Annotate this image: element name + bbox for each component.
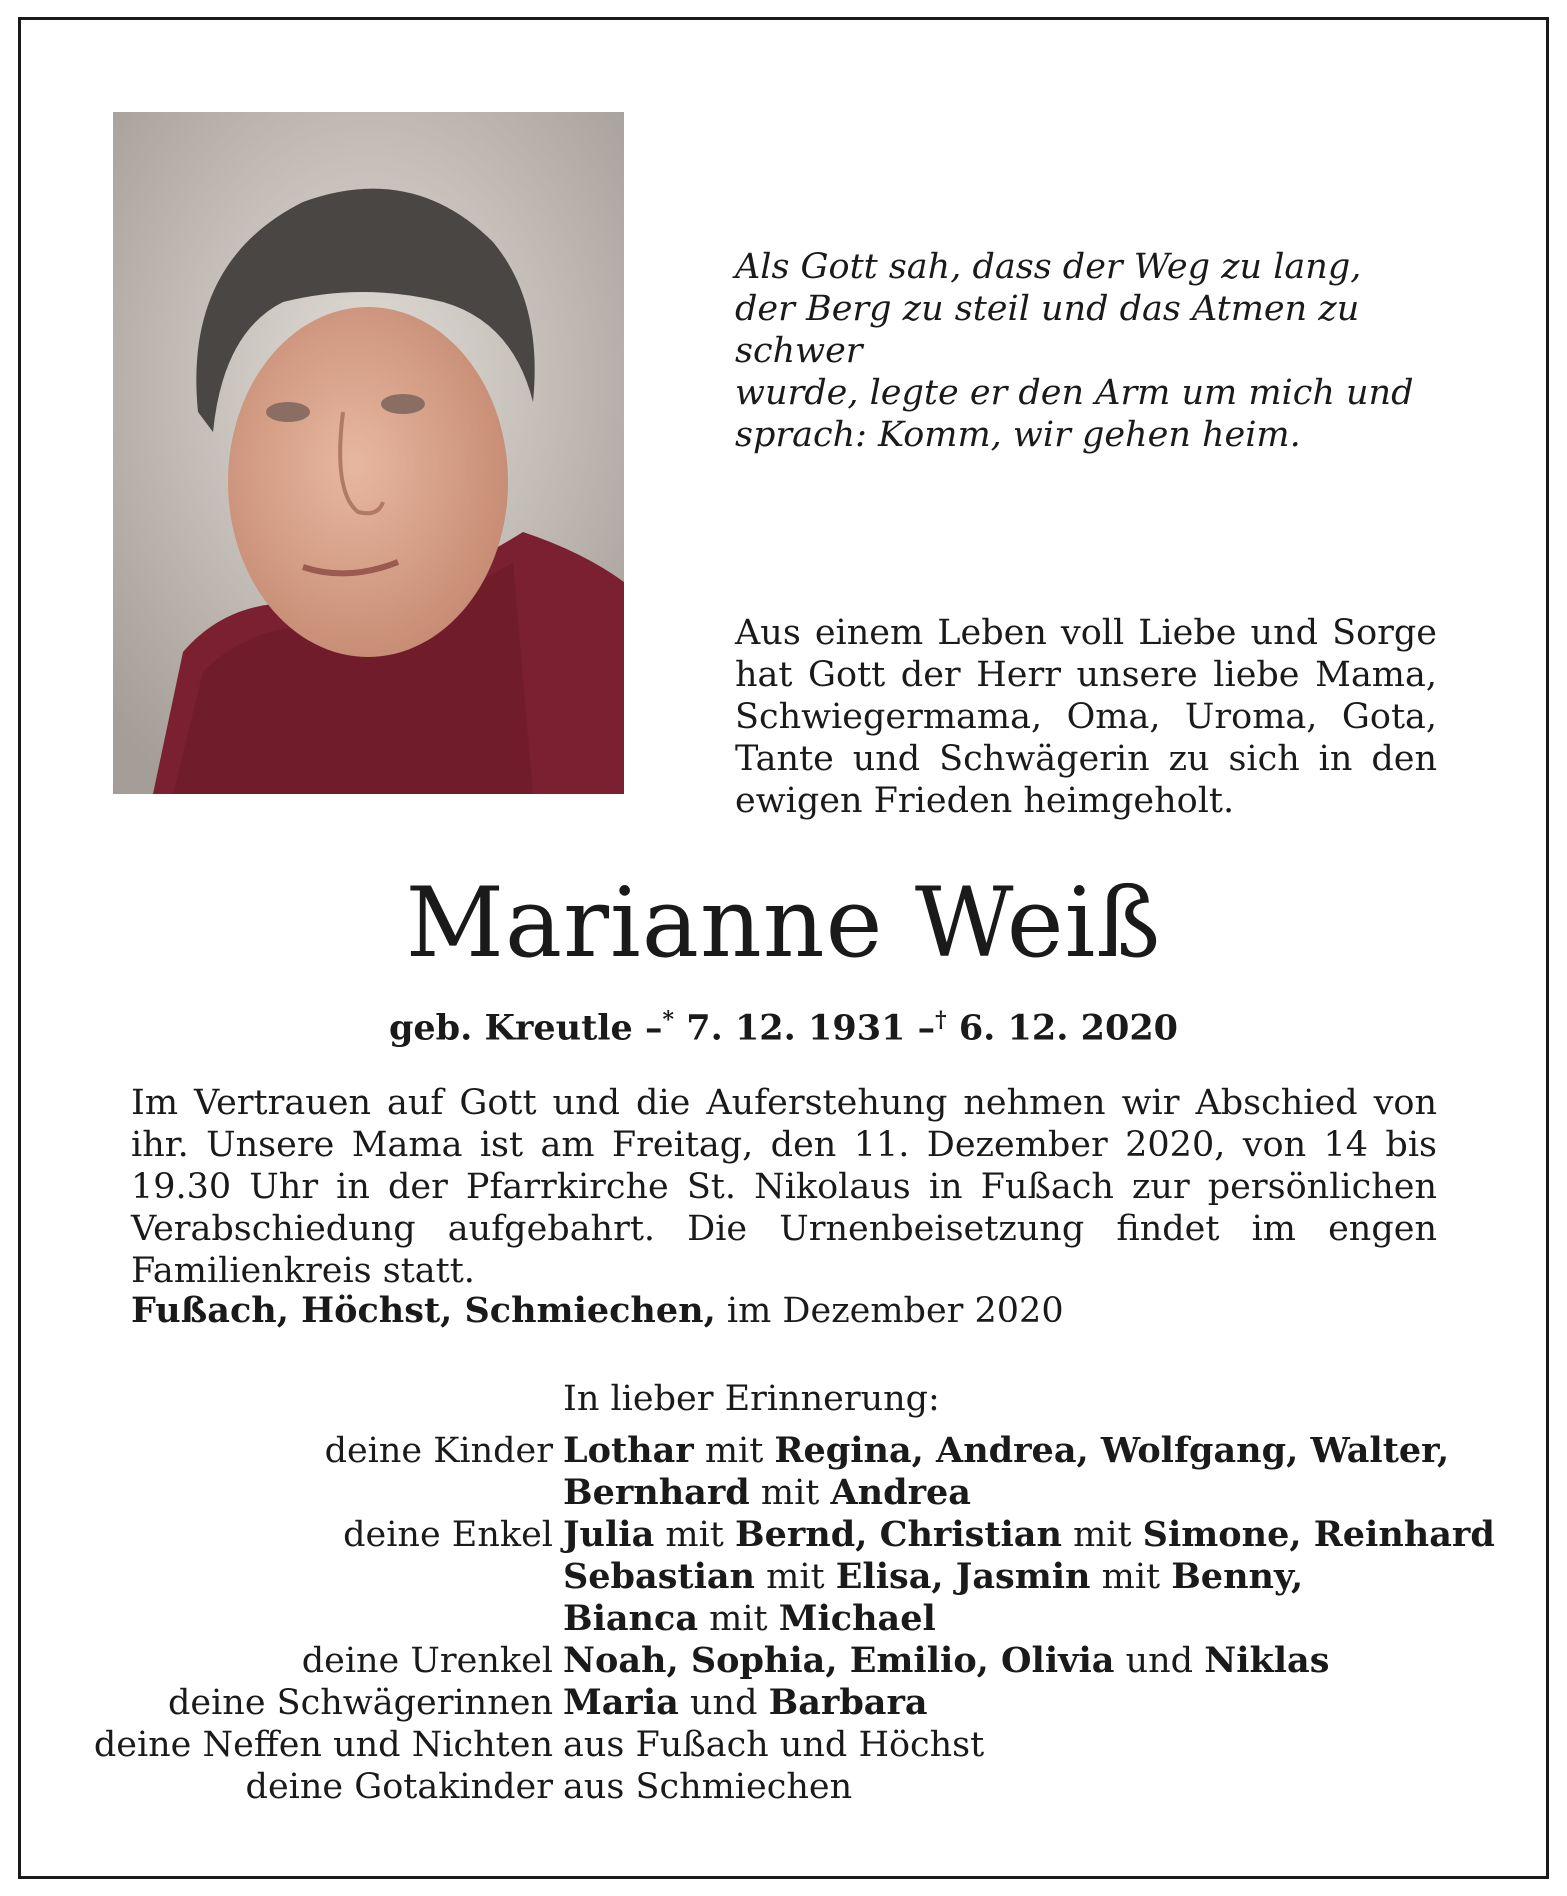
place-towns: Fußach, Höchst, Schmiechen, [131, 1290, 716, 1331]
intro-text: Aus einem Leben voll Liebe und Sorge hat Gott der Herr unsere liebe Mama, Schwiegermama, Oma, Uroma, Gota, Tante und Schwägerin zu sich in den ewigen Frieden heimgeholt. [735, 613, 1437, 821]
relative-name: Barbara [768, 1682, 928, 1723]
verse-text: Als Gott sah, dass der Weg zu lang, der Berg zu steil und das Atmen zu schwer wurde, legte er den Arm um mich und sprach: Komm, wir gehen heim. [735, 247, 1414, 455]
relative-label: deine Urenkel [301, 1641, 553, 1681]
place-month: im Dezember 2020 [726, 1291, 1064, 1331]
relative-names: aus Schmiechen [563, 1767, 853, 1807]
relative-name: Regina, Andrea, Wolfgang, Walter, [774, 1430, 1450, 1471]
relative-names: aus Fußach und Höchst [563, 1725, 985, 1765]
relative-name: Bianca [563, 1598, 698, 1639]
relative-name: Sebastian [563, 1556, 755, 1597]
relative-label: deine Gotakinder [245, 1767, 553, 1807]
relative-label: deine Neffen und Nichten [93, 1725, 553, 1765]
relative-connector: mit [709, 1599, 768, 1639]
relatives-row-sisters-in-law [60, 1682, 1500, 1724]
maiden-name: geb. Kreutle – [388, 1007, 663, 1049]
relative-connector: mit [760, 1473, 820, 1513]
relative-connector: mit [704, 1431, 764, 1471]
relative-name: Michael [778, 1598, 936, 1639]
relative-name: Bernhard [563, 1472, 750, 1513]
relative-name: Noah, Sophia, Emilio, Olivia [563, 1640, 1115, 1681]
relative-connector: und [689, 1683, 758, 1723]
deceased-name: Marianne Weiß [405, 867, 1162, 979]
relative-names [563, 1682, 1500, 1724]
birth-date: 7. 12. 1931 – [686, 1007, 936, 1049]
relative-name: Lothar [563, 1430, 694, 1471]
life-dates [0, 998, 1567, 1051]
remembrance-heading: In lieber Erinnerung: [563, 1379, 940, 1419]
relative-label: deine Enkel [343, 1515, 553, 1555]
relative-names [563, 1430, 1500, 1514]
relative-name: Simone, Reinhard [1142, 1514, 1495, 1555]
relative-connector: mit [766, 1557, 825, 1597]
relative-connector: mit [1101, 1557, 1161, 1597]
funeral-info: Im Vertrauen auf Gott und die Auferstehung nehmen wir Abschied von ihr. Unsere Mama ist am Freitag, den 11. Dezember 2020, von 14 bis 19.30 Uhr in der Pfarrkirche St. Nikolaus in Fußach zur persönlichen Verabschiedung aufgebahrt. Die Urnenbeisetzung findet im engen Familienkreis statt. [131, 1083, 1437, 1291]
death-symbol: † [935, 1007, 947, 1033]
relative-connector: mit [665, 1515, 724, 1555]
relative-label: deine Kinder [324, 1431, 553, 1471]
relative-names [563, 1640, 1500, 1682]
relative-name: Andrea [830, 1472, 971, 1513]
relatives-row-great-grandchildren [60, 1640, 1500, 1682]
relative-name: Niklas [1204, 1640, 1330, 1681]
relatives-row-grandchildren [60, 1514, 1500, 1640]
relatives-row-godchildren [60, 1766, 1500, 1808]
birth-symbol: * [662, 1007, 675, 1033]
relative-label: deine Schwägerinnen [167, 1683, 553, 1723]
relative-connector: mit [1073, 1515, 1132, 1555]
death-date: 6. 12. 2020 [958, 1007, 1179, 1049]
relative-name: Julia [563, 1514, 655, 1555]
relative-name: Maria [563, 1682, 679, 1723]
relative-connector: und [1125, 1641, 1194, 1681]
relative-names [563, 1514, 1500, 1640]
relatives-list [60, 1430, 1500, 1808]
place-date [131, 1290, 1437, 1332]
relative-name: Elisa, Jasmin [835, 1556, 1091, 1597]
portrait-photo-icon [113, 112, 624, 794]
relative-name: Benny, [1171, 1556, 1304, 1597]
relative-name: Bernd, Christian [735, 1514, 1062, 1555]
relatives-row-children [60, 1430, 1500, 1514]
portrait-photo [113, 112, 624, 794]
relatives-row-nephews-nieces [60, 1724, 1500, 1766]
